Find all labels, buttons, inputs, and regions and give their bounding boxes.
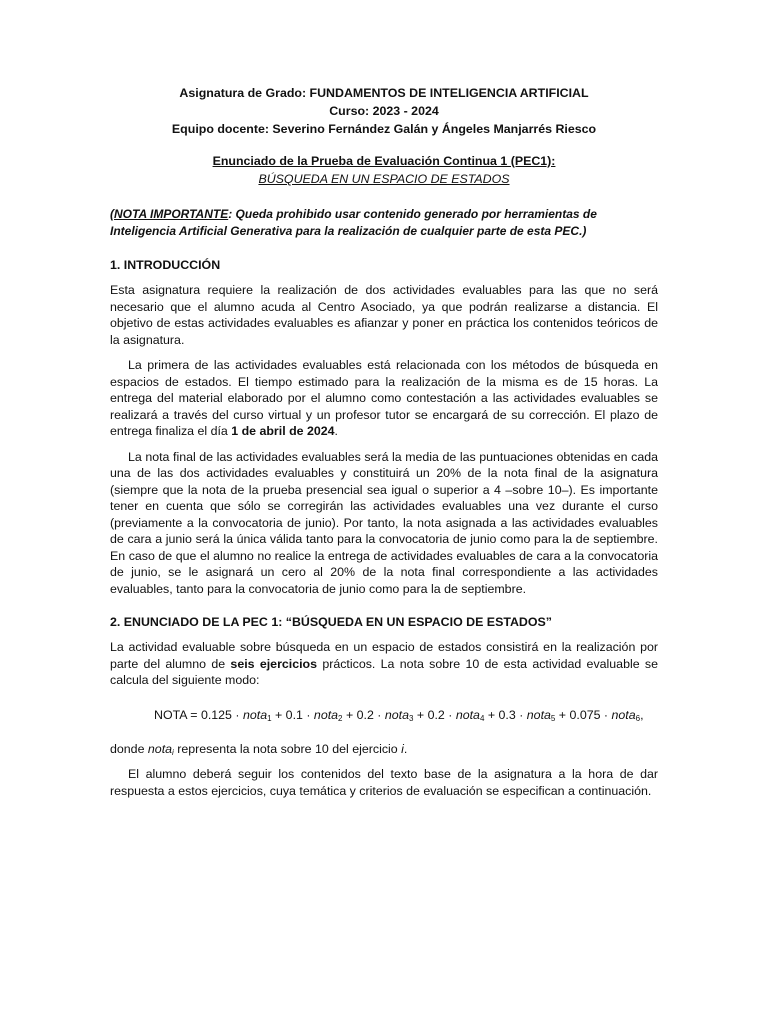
p2-end: . [334,424,338,438]
section-2-paragraph-1 [110,639,658,689]
formula-term [201,708,286,722]
note-text: : Queda prohibido usar contenido generado por herramientas de Inteligencia Artificial Generativa para la realización de cualquier parte de esta PEC.) [110,207,597,238]
six-exercises: seis ejercicios [230,656,318,671]
section-1-paragraph-1: Esta asignatura requiere la realización de dos actividades evaluables para las que no será necesario que el alumno acuda al Centro Asociado, ya que podrán realizarse a distancia. El objetivo de estas actividades evaluables es afianzar y poner en práctica los contenidos teóricos de la asignatura. [110,283,658,347]
formula-variable: nota [455,707,480,722]
formula-term [499,708,570,722]
formula-subscript: 6 [635,713,641,723]
formula-coefficient: 0.075 · [569,707,612,722]
formula-operator: + [555,707,570,722]
formula-variable: nota [384,707,409,722]
note-open: ( [110,207,114,221]
document-title [110,152,658,188]
formula-subscript: 5 [550,713,556,723]
formula-operator: + [271,707,286,722]
formula-term [428,708,499,722]
note-label: NOTA IMPORTANTE [114,207,229,221]
title-line-2: BÚSQUEDA EN UN ESPACIO DE ESTADOS [258,172,510,186]
important-note [110,206,658,240]
section-1-heading: 1. INTRODUCCIÓN [110,258,221,272]
formula-term [286,708,357,722]
grade-formula [110,707,658,723]
formula-term [357,708,428,722]
formula-subscript: 4 [479,713,485,723]
exercise-var: i [401,741,404,756]
teachers-line: Equipo docente: Severino Fernández Galán y Ángeles Manjarrés Riesco [171,122,597,136]
p2-text: La primera de las actividades evaluables está relacionada con los métodos de búsqueda en espacios de estados. El tiempo estimado para la realización de la misma es de 15 horas. La entrega del material elaborado por el alumno como contestación a las actividades evaluables se realizará a través del curso virtual y un profesor tutor se encargará de su corrección. El plazo de entrega finaliza el día [110,358,658,438]
nota-sub: i [172,747,174,757]
formula-operator: + [413,707,428,722]
formula-terms [201,708,644,722]
section-1-paragraph-2 [110,357,658,440]
formula-variable: nota [242,707,268,722]
formula-variable: nota [611,707,636,722]
deadline-date: 1 de abril de 2024 [231,424,335,438]
formula-operator: , [640,707,644,722]
section-2-paragraph-2 [110,741,658,758]
formula-coefficient: 0.2 · [427,707,456,722]
title-line-1: Enunciado de la Prueba de Evaluación Continua 1 (PEC1): [212,154,556,168]
formula-coefficient: 0.125 · [200,707,243,722]
formula-term [569,708,643,722]
s2p2-b: representa la nota sobre 10 del ejercicio [173,741,402,756]
formula-subscript: 2 [338,713,343,723]
formula-subscript: 1 [267,713,272,723]
nota-var: nota [147,741,173,756]
formula-coefficient: 0.3 · [498,707,527,722]
s2p1-text-b: prácticos. La nota sobre 10 de esta actividad evaluable se calcula del siguiente modo: [110,656,658,687]
s2p2-a: donde [110,741,148,756]
section-1-paragraph-3: La nota final de las actividades evaluables será la media de las puntuaciones obtenidas en cada una de las dos actividades evaluables y constituirá un 20% de la nota final de la asignatura (siempre que la nota de la prueba presencial sea igual o superior a 4 –sobre 10–). Es importante tener en cuenta que sólo se corregirán las actividades evaluables una vez durante el curso (previamente a la convocatoria de junio). Por tanto, la nota asignada a las actividades evaluables de cara a junio será la única válida tanto para la convocatoria de junio como para la de septiembre. En caso de que el alumno no realice la entrega de actividades evaluables de cara a la convocatoria de junio, se le asignará un cero al 20% de la nota final correspondiente a las actividades evaluables, tanto para la convocatoria de junio como para la de septiembre. [110,449,658,596]
formula-coefficient: 0.2 · [356,707,385,722]
formula-lhs: NOTA = [154,707,201,722]
formula-operator: + [484,707,499,722]
formula-variable: nota [526,707,551,722]
s2p1-text-a: La actividad evaluable sobre búsqueda en un espacio de estados consistirá en la realización por parte del alumno de [110,640,658,671]
section-2-paragraph-3: El alumno deberá seguir los contenidos del texto base de la asignatura a la hora de dar respuesta a estos ejercicios, cuya temática y criterios de evaluación se especifican a continuación. [110,767,658,798]
s2p2-end: . [403,741,408,756]
formula-coefficient: 0.1 · [285,707,314,722]
course-line: Asignatura de Grado: FUNDAMENTOS DE INTELIGENCIA ARTIFICIAL [179,86,589,100]
section-2-heading: 2. ENUNCIADO DE LA PEC 1: “BÚSQUEDA EN UN ESPACIO DE ESTADOS” [110,615,552,629]
year-line: Curso: 2023 - 2024 [329,104,439,118]
formula-variable: nota [313,707,339,722]
formula-operator: + [342,707,357,722]
formula-subscript: 3 [409,713,414,723]
